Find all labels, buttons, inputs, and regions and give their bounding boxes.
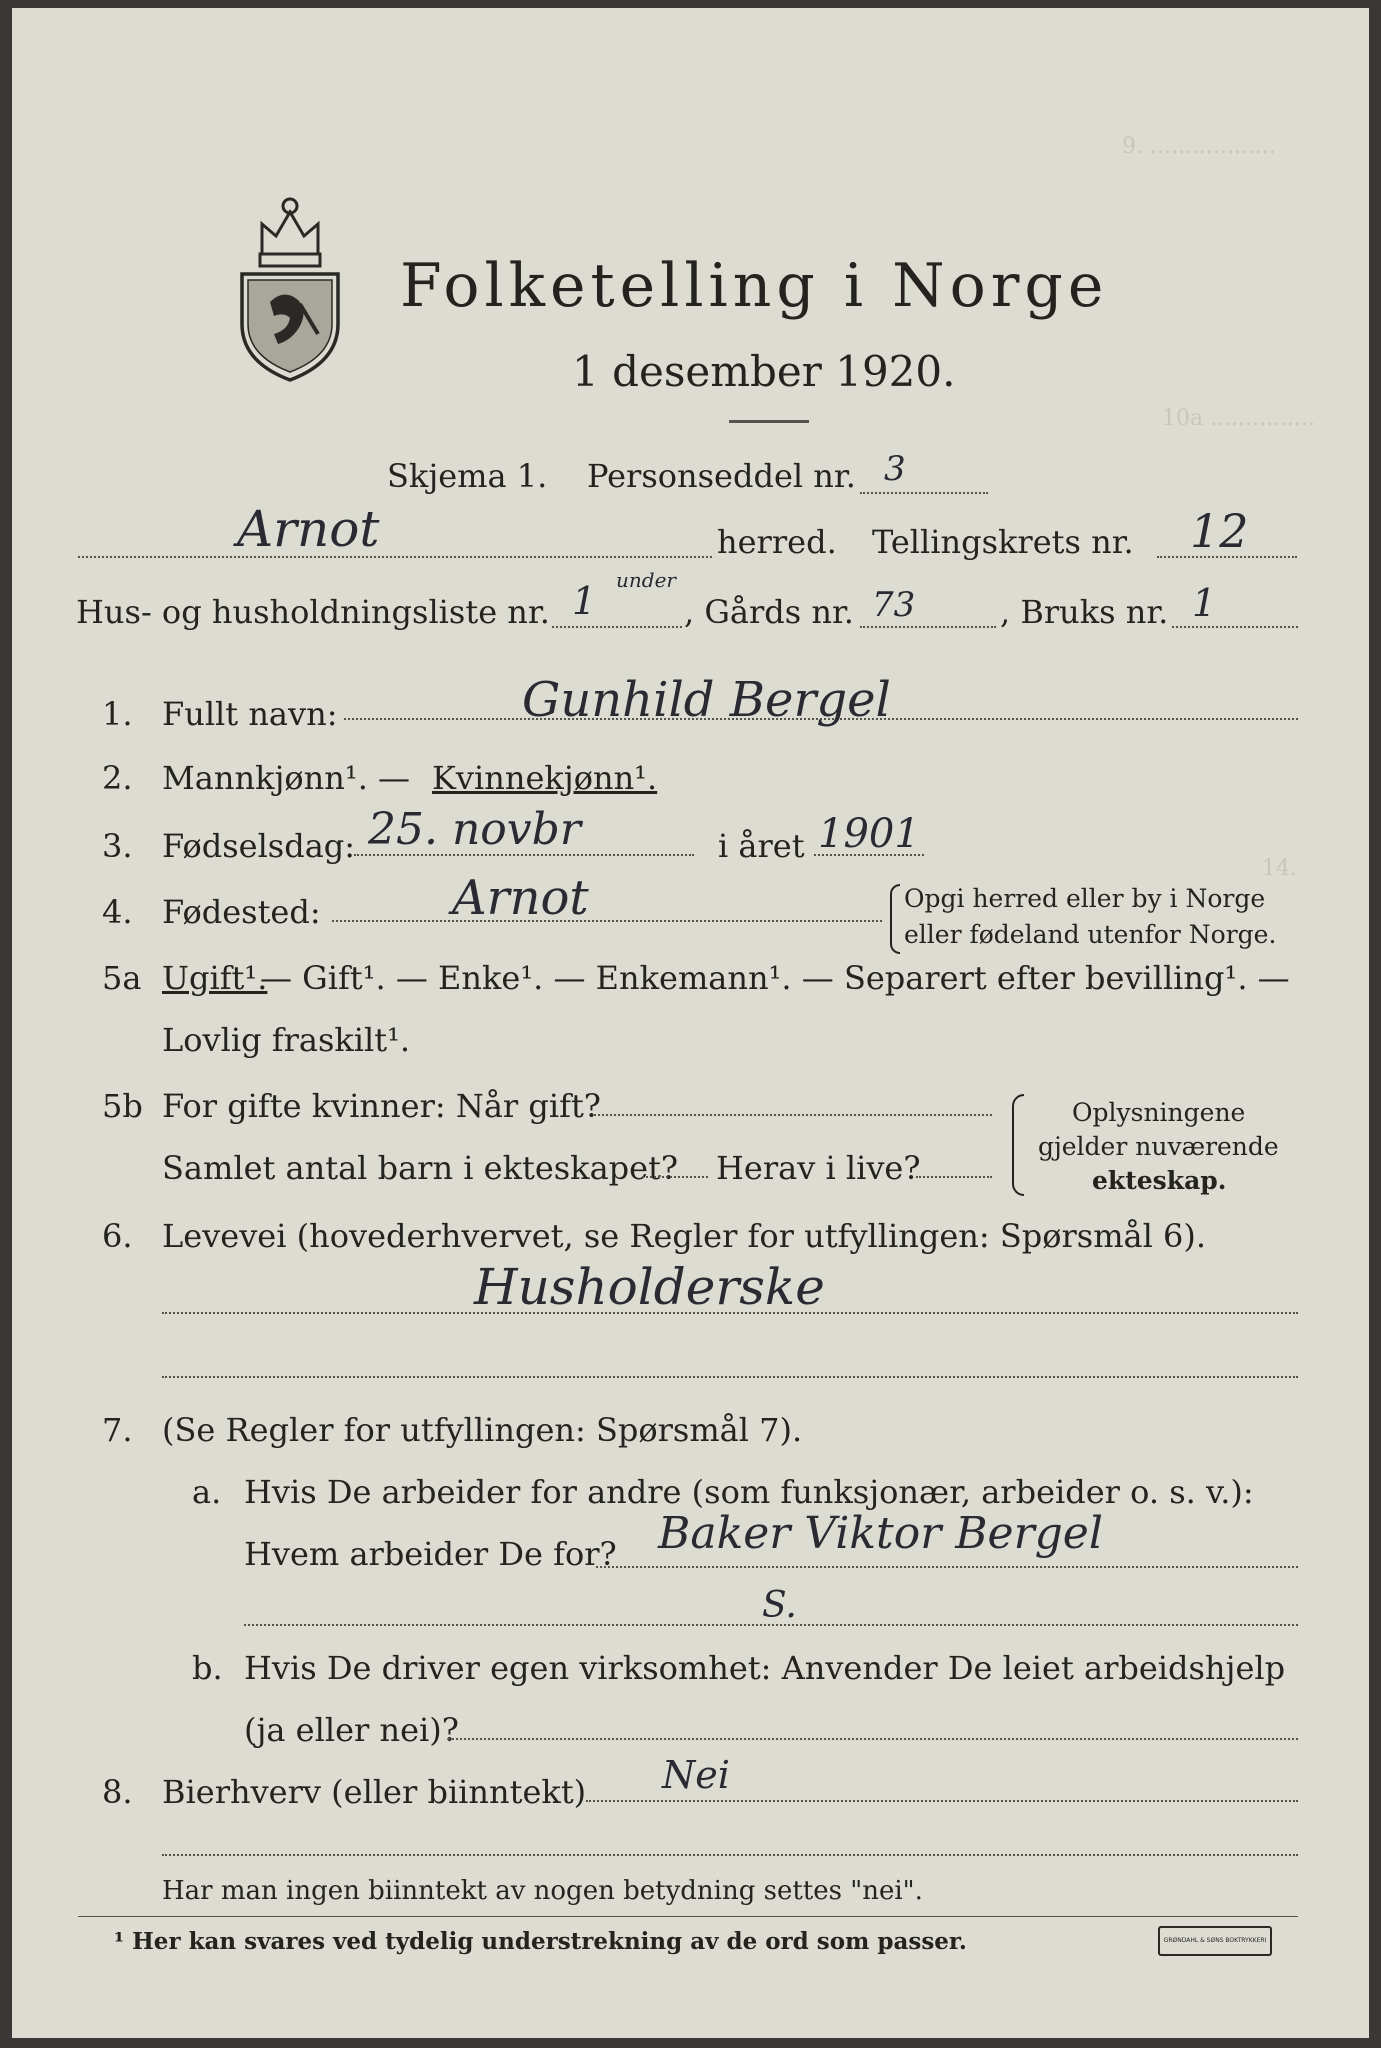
form-title: Folketelling i Norge: [400, 251, 1109, 321]
q3-year-value: 1901: [818, 811, 920, 857]
q7a-value: Baker Viktor Bergel: [658, 1508, 1103, 1559]
gards-value: 73: [872, 585, 916, 625]
q7b-line2: (ja eller nei)?: [244, 1711, 459, 1749]
coat-of-arms-icon: [234, 184, 346, 384]
personseddel-label: Personseddel nr.: [587, 457, 856, 495]
q7a-value-continued: S.: [762, 1585, 797, 1626]
bruks-value: 1: [1192, 581, 1217, 625]
q5b-children-label: Samlet antal barn i ekteskapet?: [162, 1149, 679, 1187]
q7-number: 7.: [102, 1411, 133, 1449]
q5b-alive-label: Herav i live?: [716, 1149, 921, 1187]
q4-label: Fødested:: [162, 893, 321, 931]
q6-value: Husholderske: [474, 1258, 825, 1316]
q8-answer-line: [586, 1800, 1298, 1802]
herred-label: herred.: [717, 523, 837, 561]
q2-male: Mannkjønn¹. —: [162, 759, 411, 797]
q5b-alive-line: [916, 1176, 992, 1178]
tellingskrets-label: Tellingskrets nr.: [872, 523, 1134, 561]
bleed-through-text: 10a ...............: [1162, 406, 1316, 431]
q8-label: Bierhverv (eller biinntekt): [162, 1773, 587, 1811]
q8-answer-line2: [162, 1854, 1298, 1856]
personseddel-line: [860, 492, 988, 494]
q2-female: Kvinnekjønn¹.: [432, 759, 658, 797]
q7a-letter: a.: [192, 1473, 222, 1511]
q2-number: 2.: [102, 759, 133, 797]
gards-label: , Gårds nr.: [684, 593, 854, 631]
bleed-through-text: 9. ..................: [1122, 134, 1276, 159]
q1-label: Fullt navn:: [162, 695, 338, 733]
q5a-line2: Lovlig fraskilt¹.: [162, 1021, 411, 1059]
q7a-line2: Hvem arbeider De for?: [244, 1535, 617, 1573]
census-form: [12, 8, 1369, 2038]
q7b-letter: b.: [192, 1649, 223, 1687]
q1-value: Gunhild Bergel: [522, 672, 891, 728]
q5b-number: 5b: [102, 1087, 143, 1125]
q4-line: [332, 920, 882, 922]
q6-label: Levevei (hovederhvervet, se Regler for utfyllingen: Spørsmål 6).: [162, 1217, 1207, 1255]
q4-note-line1: Opgi herred eller by i Norge: [904, 884, 1266, 913]
q5b-note-brace: [1012, 1094, 1024, 1196]
q3-label: Fødselsdag:: [162, 827, 356, 865]
printer-stamp: GRØNDAHL & SØNS BOKTRYKKERI: [1158, 1926, 1272, 1956]
q4-number: 4.: [102, 893, 133, 931]
q7b-line1: Hvis De driver egen virksomhet: Anvender De leiet arbeidshjelp: [244, 1649, 1286, 1687]
tellingskrets-value: 12: [1190, 504, 1249, 558]
title-rule: [729, 420, 809, 423]
footer-rule: [78, 1916, 1298, 1917]
husliste-line: [552, 626, 682, 628]
personseddel-value: 3: [884, 449, 906, 489]
q5b-when-married: For gifte kvinner: Når gift?: [162, 1087, 601, 1125]
footer-note: Har man ingen biinntekt av nogen betydning settes "nei".: [162, 1876, 923, 1906]
q7a-line1: Hvis De arbeider for andre (som funksjonær, arbeider o. s. v.):: [244, 1473, 1254, 1511]
q6-number: 6.: [102, 1217, 133, 1255]
q4-value: Arnot: [452, 870, 589, 926]
q4-note-brace: [890, 884, 900, 954]
husliste-label: Hus- og husholdningsliste nr.: [76, 593, 550, 631]
q8-value: Nei: [662, 1753, 730, 1797]
herred-value: Arnot: [237, 500, 380, 558]
q3-number: 3.: [102, 827, 133, 865]
bruks-label: , Bruks nr.: [1000, 593, 1169, 631]
q5b-note-line3: ekteskap.: [1092, 1166, 1227, 1195]
footnote: ¹ Her kan svares ved tydelig understrekning av de ord som passer.: [114, 1928, 967, 1955]
q7-label: (Se Regler for utfyllingen: Spørsmål 7).: [162, 1411, 803, 1449]
bleed-through-text: 14.: [1262, 856, 1297, 881]
q6-line2: [162, 1376, 1298, 1378]
bruks-line: [1172, 626, 1298, 628]
q5b-note-line2: gjelder nuværende: [1038, 1132, 1279, 1161]
q1-number: 1.: [102, 695, 133, 733]
form-date: 1 desember 1920.: [572, 347, 956, 396]
q3-year-label: i året: [718, 827, 805, 865]
q7b-answer-line: [448, 1738, 1298, 1740]
husliste-note: under: [616, 568, 676, 592]
q4-note-line2: eller fødeland utenfor Norge.: [904, 920, 1277, 949]
q3-value: 25. novbr: [368, 804, 581, 855]
q8-number: 8.: [102, 1773, 133, 1811]
herred-line: [78, 556, 712, 558]
q5a-ugift: Ugift¹.: [162, 959, 268, 997]
husliste-value: 1: [572, 579, 597, 623]
gards-line: [860, 626, 996, 628]
skjema-label: Skjema 1.: [387, 457, 548, 495]
q5a-number: 5a: [102, 959, 142, 997]
q5b-when-line: [594, 1114, 992, 1116]
q7a-answer-line: [596, 1566, 1298, 1568]
q5a-options: — Gift¹. — Enke¹. — Enkemann¹. — Separert efter bevilling¹. —: [260, 959, 1290, 997]
q5b-note-line1: Oplysningene: [1072, 1098, 1246, 1127]
q5b-children-line: [642, 1176, 708, 1178]
